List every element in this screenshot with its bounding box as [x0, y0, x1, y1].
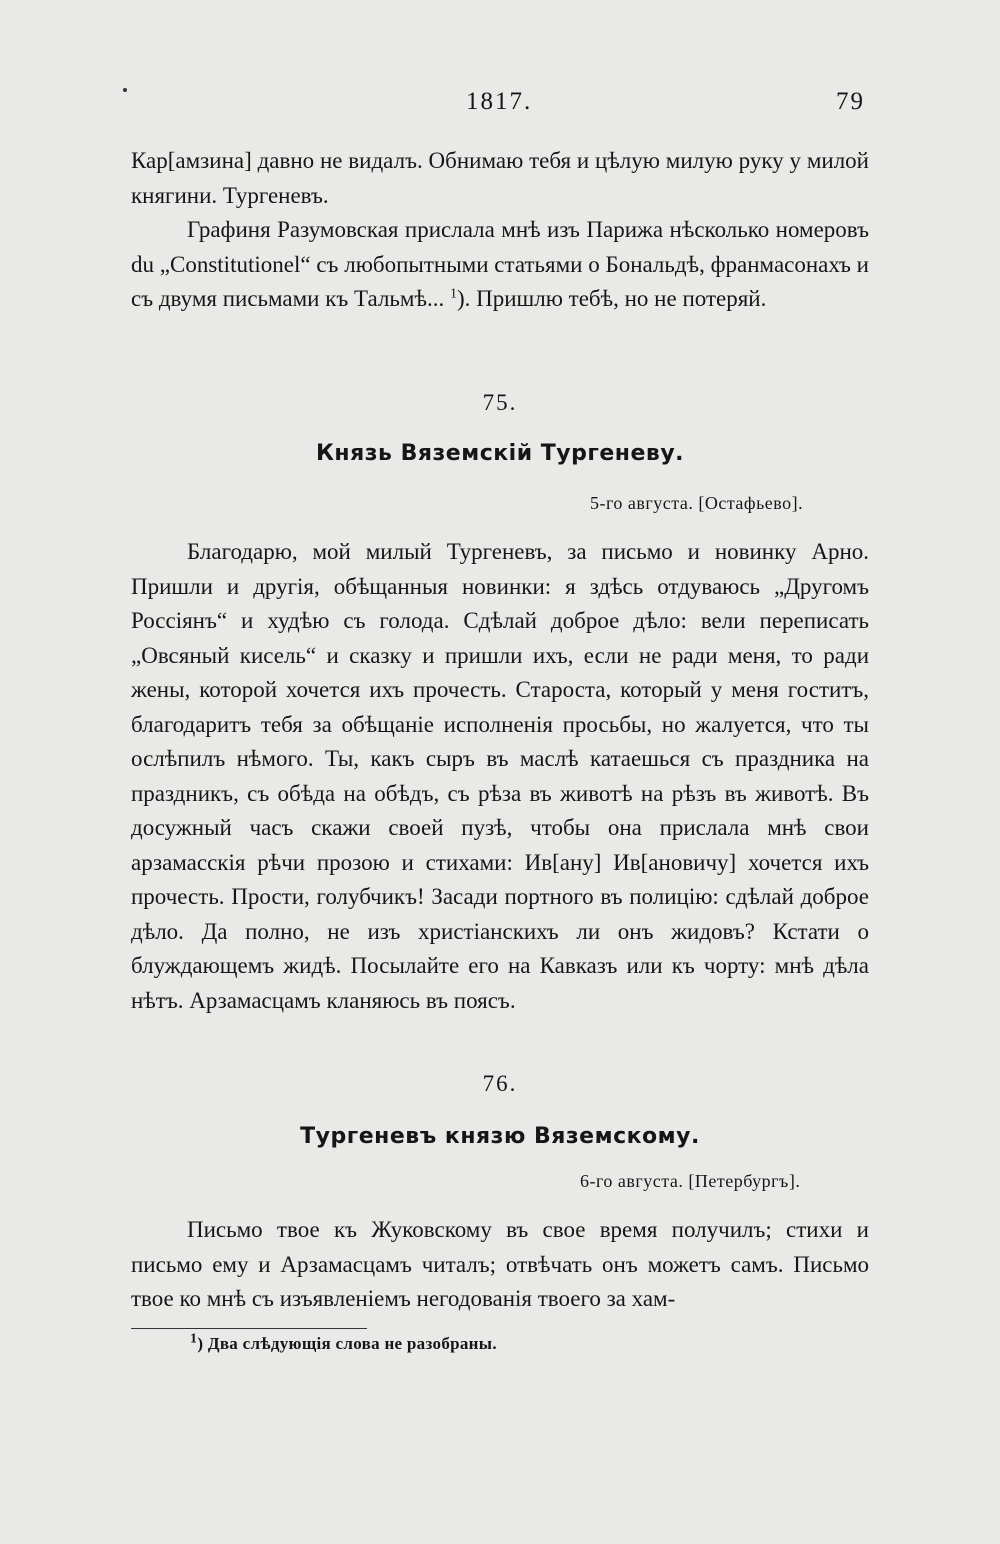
continuation-paragraph-2 [131, 213, 869, 317]
footnote-mark: 1 [190, 1331, 198, 1347]
letter-heading-75: Князь Вяземскій Тургеневу. [315, 441, 685, 466]
letter-dateline-75: 5-го августа. [Остафьево]. [590, 493, 804, 513]
running-head-year: 1817. [466, 88, 533, 115]
letter-number-76: 76. [482, 1071, 518, 1096]
letter-body-75-paragraph: Благодарю, мой милый Тургеневъ, за письмо и новинку Арно. Пришли и другія, обѣщанныя новинки: я здѣсь отдуваюсь „Другомъ Россіянъ“ и худѣю съ голода. Сдѣлай доброе дѣло: вели переписать „Овсяный кисель“ и сказку и пришли ихъ, если не ради меня, то ради жены, которой хочется ихъ прочесть. Староста, который у меня гоститъ, благодаритъ тебя за обѣщаніе исполненія просьбы, но жалуется, что ты ослѣпилъ нѣмого. Ты, какъ сыръ въ маслѣ катаешься съ праздника на праздникъ, съ обѣда на обѣдъ, съ рѣза въ животѣ на рѣзъ въ животѣ. Въ досужный часъ скажи своей пузѣ, чтобы она прислала мнѣ свои арзамасскія рѣчи прозою и стихами: Ив[ану] Ив[ановичу] хочется ихъ прочесть. Прости, голубчикъ! Засади портного въ полицію: сдѣлай доброе дѣло. Да полно, не изъ христіанскихъ ли онъ жидовъ? Кстати о блуждающемъ жидѣ. Посылайте его на Кавказъ или къ чорту: мнѣ дѣла нѣтъ. Арзамасцамъ кланяюсь въ поясъ. [131, 539, 869, 1013]
page-number: 79 [836, 88, 865, 115]
letter-body-76-paragraph: Письмо твое къ Жуковскому въ свое время получилъ; стихи и письмо ему и Арзамасцамъ читалъ; отвѣчать онъ можетъ самъ. Письмо твое ко мнѣ съ изъявленіемъ негодованія твоего за хам- [131, 1217, 869, 1311]
footnote-text: ) Два слѣдующія слова не разобраны. [197, 1334, 497, 1353]
footnote-reference: 1 [449, 286, 457, 302]
footnote-rule [131, 1328, 367, 1329]
letter-heading-76: Тургеневъ князю Вяземскому. [300, 1124, 700, 1149]
letter-number-75: 75. [482, 390, 518, 415]
continuation-paragraph-2-text: Графиня Разумовская прислала мнѣ изъ Парижа нѣсколько номеровъ du „Constitutionel“ съ любопытными статьями о Бональдѣ, франмасонахъ и съ двумя письмами къ Тальмѣ... [131, 217, 869, 311]
continuation-paragraph-1: Кар[амзина] давно не видалъ. Обнимаю тебя и цѣлую милую руку у милой княгини. Тургеневъ. [131, 148, 869, 208]
footnote [190, 1331, 497, 1354]
letter-body-76 [131, 1213, 869, 1317]
letter-body-75 [131, 535, 869, 1018]
continuation-text [131, 144, 869, 317]
continuation-paragraph-2-tail: ). Пришлю тебѣ, но не потеряй. [456, 286, 767, 311]
letter-dateline-76: 6-го августа. [Петербургъ]. [580, 1171, 801, 1191]
running-head [0, 88, 1000, 128]
